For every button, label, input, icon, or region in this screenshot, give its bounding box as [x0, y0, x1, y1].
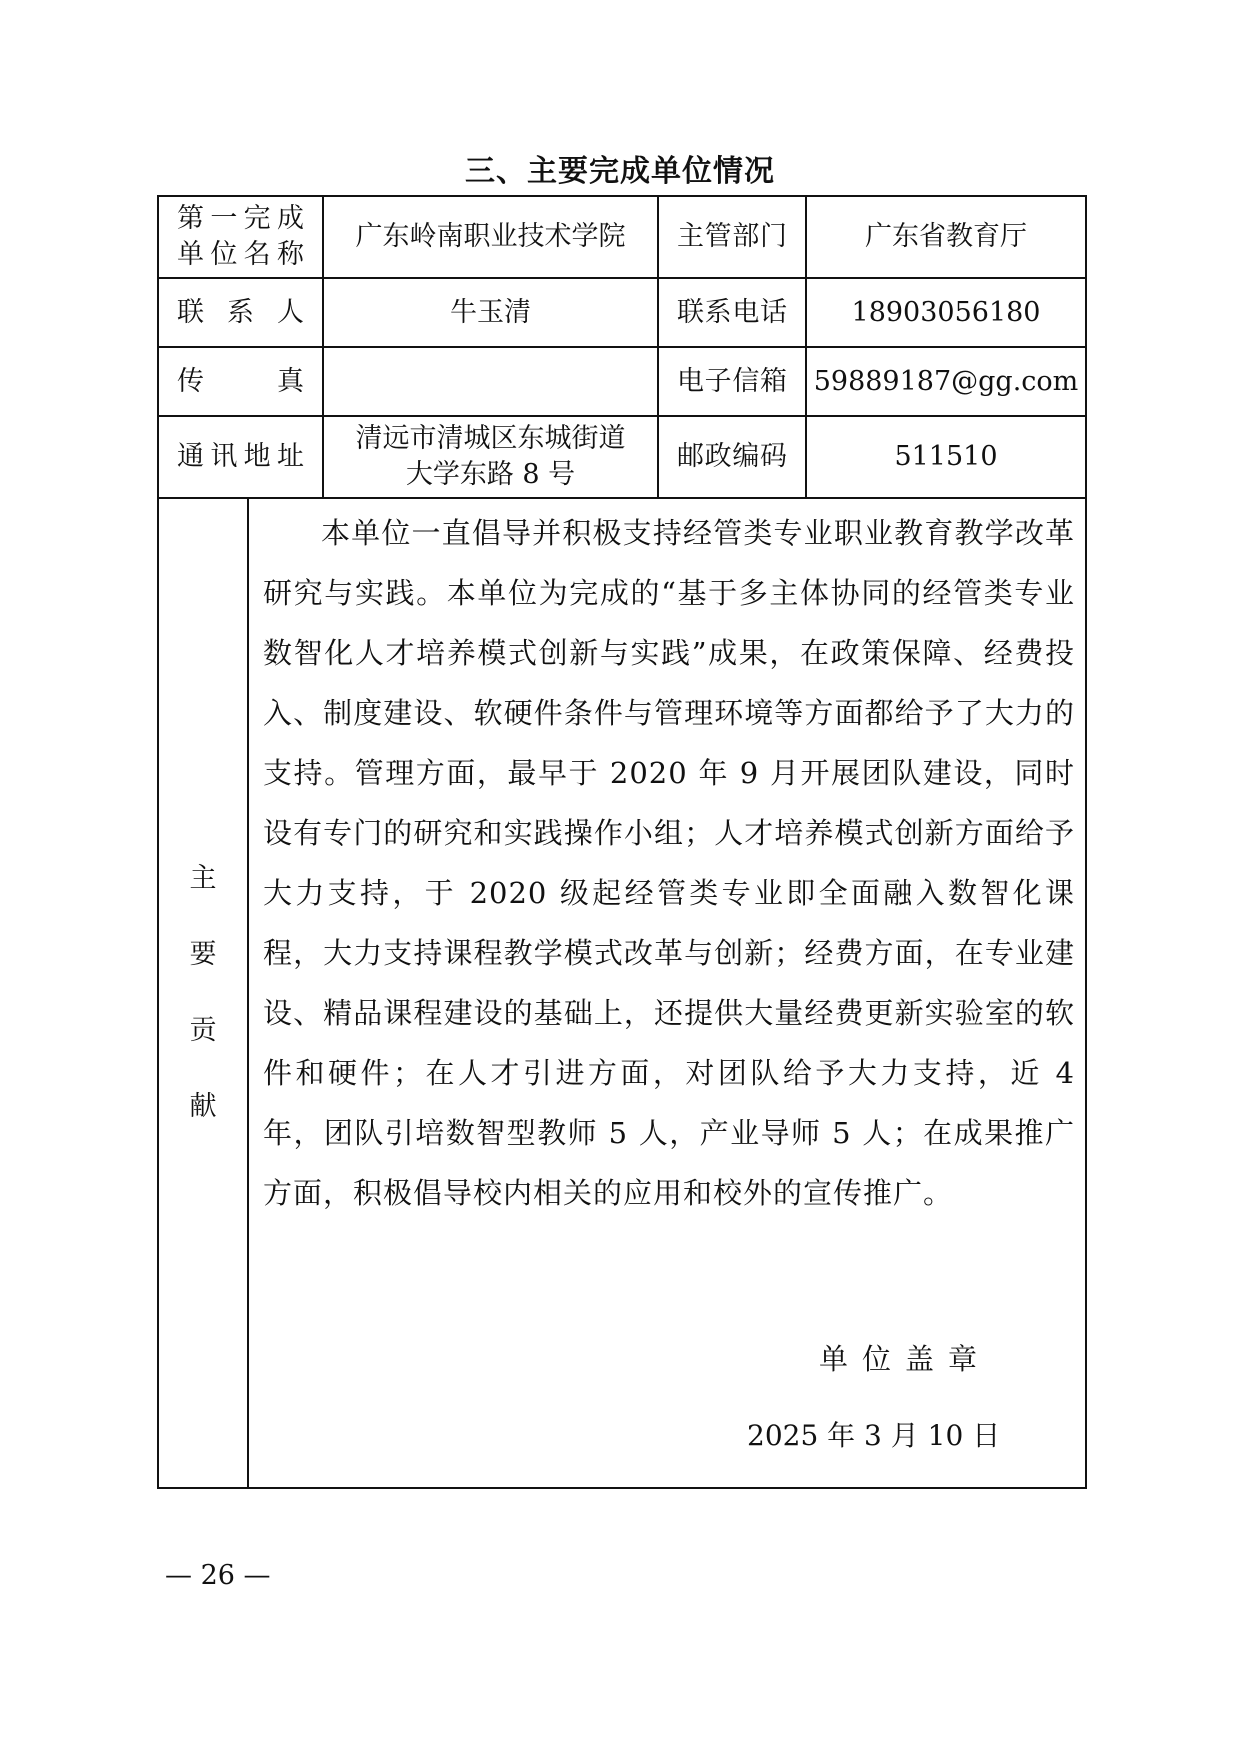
phone-value: 18903056180 — [806, 278, 1086, 347]
supervisor-value: 广东省教育厅 — [806, 196, 1086, 278]
email-value: 59889187@gg.com — [806, 347, 1086, 416]
unit-name-label-line2: 单位名称 — [177, 239, 304, 270]
fax-label: 传真 — [158, 347, 323, 416]
email-label: 电子信箱 — [658, 347, 806, 416]
contribution-label-char: 献 — [189, 1091, 217, 1122]
page-number: — 26 — — [165, 1560, 271, 1591]
supervisor-label: 主管部门 — [658, 196, 806, 278]
contribution-label-char: 贡 — [189, 1015, 217, 1046]
unit-name-label-line1: 第一完成 — [177, 203, 304, 234]
unit-info-table — [157, 195, 1087, 1489]
phone-label: 联系电话 — [658, 278, 806, 347]
contribution-label — [158, 498, 248, 1488]
table-row — [158, 196, 1086, 278]
contact-person-value: 牛玉清 — [323, 278, 658, 347]
unit-name-value: 广东岭南职业技术学院 — [323, 196, 658, 278]
contribution-label-char: 主 — [189, 863, 217, 894]
address-line1: 清远市清城区东城街道 — [355, 423, 626, 454]
page-title: 三、主要完成单位情况 — [465, 154, 775, 189]
address-label: 通讯地址 — [158, 416, 323, 498]
contribution-text: 本单位一直倡导并积极支持经管类专业职业教育教学改革研究与实践。本单位为完成的“基于多主体协同的经管类专业数智化人才培养模式创新与实践”成果，在政策保障、经费投入、制度建设、软硬件条件与管理环境等方面都给予了大力的支持。管理方面，最早于 2020 年 9 月开展团队建设，同时设有专门的研究和实践操作小组；人才培养模式创新方面给予大力支持，于 2020 级起经管类专业即全面融入数智化课程，大力支持课程教学模式改革与创新；经费方面，在专业建设、精品课程建设的基础上，还提供大量经费更新实验室的软件和硬件；在人才引进方面，对团队给予大力支持，近 4 年，团队引培数智型教师 5 人，产业导师 5 人；在成果推广方面，积极倡导校内相关的应用和校外的宣传推广。 — [263, 516, 1075, 1210]
contribution-content — [248, 498, 1086, 1488]
table-row — [158, 416, 1086, 498]
contribution-label-char: 要 — [189, 939, 217, 970]
table-row — [158, 498, 1086, 1488]
contact-person-label: 联系人 — [158, 278, 323, 347]
table-row — [158, 347, 1086, 416]
postcode-label: 邮政编码 — [658, 416, 806, 498]
unit-name-label — [158, 196, 323, 278]
fax-value — [323, 347, 658, 416]
seal-label: 单位盖章 — [819, 1342, 992, 1376]
postcode-value: 511510 — [806, 416, 1086, 498]
table-row — [158, 278, 1086, 347]
address-line2: 大学东路 8 号 — [405, 459, 576, 490]
address-value — [323, 416, 658, 498]
seal-date: 2025 年 3 月 10 日 — [747, 1419, 1001, 1452]
